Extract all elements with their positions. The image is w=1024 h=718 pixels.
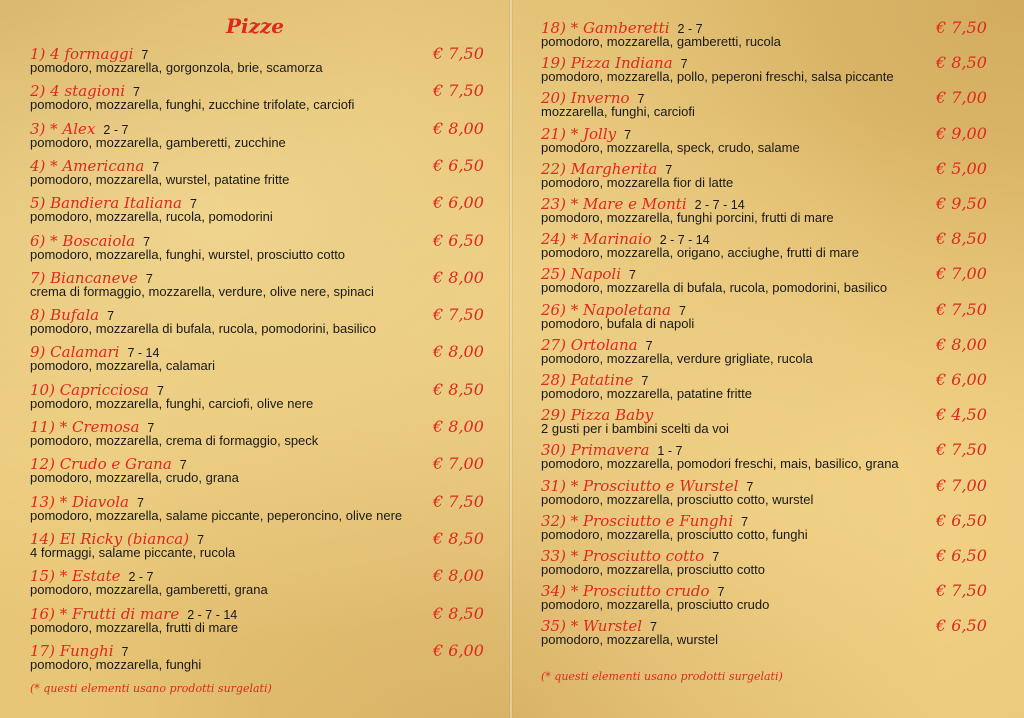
pizza-name-text: 21) * Jolly <box>541 124 617 143</box>
allergen-codes: 7 <box>712 550 720 564</box>
allergen-codes: 2 - 7 <box>128 570 154 585</box>
menu-item <box>512 441 1024 475</box>
menu-item <box>512 512 1024 546</box>
pizza-name-text: 34) * Prosciutto crudo <box>541 582 710 601</box>
pizza-ingredients: pomodoro, mozzarella, pollo, peperoni freschi, salsa piccante <box>541 69 894 85</box>
menu-item <box>512 371 1024 405</box>
menu-item <box>0 157 510 191</box>
pizza-price: € 7,50 <box>936 18 987 37</box>
allergen-codes: 7 <box>145 271 153 286</box>
pizza-ingredients: pomodoro, mozzarella, funghi, wurstel, prosciutto cotto <box>30 246 346 262</box>
allergen-codes: 7 <box>156 383 164 398</box>
allergen-codes: 7 <box>629 268 636 283</box>
pizza-ingredients: pomodoro, mozzarella, verdure grigliate, rucola <box>541 350 813 366</box>
pizza-price: € 8,50 <box>936 229 987 249</box>
pizza-price: € 6,00 <box>433 640 484 660</box>
pizza-name-text: 32) * Prosciutto e Funghi <box>541 511 734 530</box>
menu-item <box>0 642 510 676</box>
pizza-price: € 8,00 <box>433 566 484 586</box>
pizza-ingredients: pomodoro, mozzarella, origano, acciughe, frutti di mare <box>541 245 859 261</box>
menu-item <box>512 336 1024 370</box>
menu-item <box>512 617 1024 651</box>
pizza-price: € 6,50 <box>936 510 987 530</box>
menu-item <box>512 89 1024 123</box>
pizza-name-text: 18) * Gamberetti <box>541 19 670 37</box>
pizza-price: € 9,00 <box>936 123 987 143</box>
pizza-price: € 6,50 <box>936 616 987 636</box>
menu-item <box>512 547 1024 581</box>
pizza-ingredients: pomodoro, mozzarella fior di latte <box>541 174 734 190</box>
allergen-codes: 7 <box>133 85 140 100</box>
menu-page-right <box>512 0 1024 718</box>
menu-item <box>512 582 1024 616</box>
allergen-codes: 7 <box>107 309 115 324</box>
pizza-price: € 8,00 <box>433 342 484 362</box>
menu-item <box>0 418 510 452</box>
pizza-name-text: 12) Crudo e Grana <box>30 455 172 474</box>
allergen-codes: 7 <box>650 620 657 635</box>
pizza-ingredients: pomodoro, mozzarella, prosciutto cotto, funghi <box>541 526 808 542</box>
pizza-price: € 7,50 <box>936 581 987 601</box>
pizza-price: € 8,50 <box>433 379 484 399</box>
pizza-price: € 4,50 <box>936 405 987 425</box>
menu-item <box>0 306 510 340</box>
pizza-name-text: 31) * Prosciutto e Wurstel <box>541 476 739 495</box>
pizza-name-text: 13) * Diavola <box>30 492 129 511</box>
pizza-price: € 8,50 <box>433 603 484 623</box>
pizza-name-text: 4) * Americana <box>30 156 145 175</box>
pizza-name-text: 20) Inverno <box>541 89 630 108</box>
allergen-codes: 7 <box>641 374 649 388</box>
pizza-name-text: 9) Calamari <box>30 343 120 362</box>
pizza-name-text: 33) * Prosciutto cotto <box>541 547 705 565</box>
allergen-codes: 7 <box>197 532 205 547</box>
pizza-ingredients: pomodoro, mozzarella, crema di formaggio, speck <box>30 433 319 448</box>
pizza-name-text: 26) * Napoletana <box>541 300 671 319</box>
allergen-codes: 7 <box>179 458 187 473</box>
pizza-ingredients: pomodoro, mozzarella, frutti di mare <box>30 619 239 635</box>
pizza-name-text: 7) Biancaneve <box>30 268 138 287</box>
menu-item <box>0 269 510 303</box>
pizza-name-text: 27) Ortolana <box>541 335 638 354</box>
pizza-price: € 6,50 <box>433 230 484 250</box>
pizza-ingredients: pomodoro, mozzarella, calamari <box>30 358 215 374</box>
allergen-codes: 2 - 7 - 14 <box>187 607 238 622</box>
menu-item <box>512 477 1024 511</box>
pizza-name-text: 28) Patatine <box>541 371 634 389</box>
pizza-name-text: 2) 4 stagioni <box>30 82 126 101</box>
pizza-price: € 7,50 <box>936 299 987 319</box>
pizza-ingredients: pomodoro, mozzarella, gamberetti, rucola <box>541 34 781 49</box>
pizza-ingredients: pomodoro, mozzarella, funghi porcini, frutti di mare <box>541 210 834 225</box>
pizza-price: € 5,00 <box>936 158 987 178</box>
pizza-price: € 7,50 <box>936 440 987 460</box>
pizza-name-text: 3) * Alex <box>30 119 96 138</box>
allergen-codes: 7 <box>147 421 155 435</box>
pizza-price: € 7,00 <box>936 88 987 108</box>
pizza-name-text: 16) * Frutti di mare <box>30 604 180 623</box>
pizza-name-text: 22) Margherita <box>541 159 658 178</box>
pizza-ingredients: pomodoro, mozzarella, prosciutto cotto, wurstel <box>541 491 814 507</box>
menu-item <box>0 45 510 79</box>
menu-title: Pizze <box>225 14 285 38</box>
pizza-price: € 9,50 <box>936 194 987 213</box>
menu-item <box>512 19 1024 53</box>
pizza-price: € 7,00 <box>433 454 484 474</box>
pizza-name-text: 19) Pizza Indiana <box>541 54 673 73</box>
pizza-name-text: 6) * Boscaiola <box>30 231 136 250</box>
pizza-name-text: 24) * Marinaio <box>541 230 652 249</box>
menu-item <box>0 530 510 564</box>
menu-item <box>0 82 510 116</box>
pizza-ingredients: pomodoro, mozzarella di bufala, rucola, pomodorini, basilico <box>30 321 377 337</box>
allergen-codes: 7 <box>645 338 653 353</box>
pizza-ingredients: pomodoro, mozzarella, prosciutto crudo <box>541 597 770 613</box>
pizza-ingredients: pomodoro, mozzarella, rucola, pomodorini <box>30 209 273 225</box>
menu-item <box>512 301 1024 335</box>
pizza-ingredients: pomodoro, mozzarella, funghi, carciofi, olive nere <box>30 395 314 411</box>
pizza-name-text: 5) Bandiera Italiana <box>30 194 182 213</box>
pizza-name-text: 23) * Mare e Monti <box>541 195 687 213</box>
allergen-codes: 2 - 7 <box>677 22 703 36</box>
pizza-ingredients: 4 formaggi, salame piccante, rucola <box>30 544 236 560</box>
pizza-ingredients: pomodoro, mozzarella, wurstel <box>541 632 719 648</box>
pizza-name-text: 10) Capricciosa <box>30 380 149 399</box>
pizza-price: € 8,00 <box>936 334 987 354</box>
allergen-codes: 7 <box>190 197 197 212</box>
pizza-price: € 8,50 <box>936 53 987 73</box>
pizza-price: € 7,50 <box>433 305 484 325</box>
pizza-name-text: 17) Funghi <box>30 641 114 660</box>
menu-item <box>0 605 510 639</box>
pizza-price: € 8,00 <box>433 267 484 287</box>
menu-item <box>512 406 1024 440</box>
pizza-price: € 6,50 <box>936 546 987 565</box>
menu-item <box>512 160 1024 194</box>
pizza-ingredients: pomodoro, mozzarella, funghi <box>30 656 202 672</box>
allergen-codes: 7 <box>746 479 754 494</box>
allergen-codes: 2 - 7 - 14 <box>659 233 710 248</box>
pizza-name-text: 30) Primavera <box>541 441 650 460</box>
allergen-codes: 7 <box>680 57 688 72</box>
allergen-codes: 7 <box>637 92 645 107</box>
pizza-ingredients: pomodoro, mozzarella, prosciutto cotto <box>541 562 765 577</box>
menu-item <box>0 493 510 527</box>
pizza-ingredients: pomodoro, mozzarella, salame piccante, peperoncino, olive nere <box>30 507 403 523</box>
pizza-name-text: 35) * Wurstel <box>541 617 643 636</box>
allergen-codes: 7 <box>741 514 749 529</box>
pizza-name-text: 15) * Estate <box>30 567 121 586</box>
pizza-price: € 7,50 <box>433 491 484 511</box>
allergen-codes: 7 <box>678 303 686 318</box>
allergen-codes: 7 <box>624 127 632 142</box>
allergen-codes: 7 - 14 <box>127 346 160 361</box>
menu-item <box>0 567 510 601</box>
pizza-price: € 8,00 <box>433 118 484 138</box>
pizza-price: € 6,00 <box>433 193 484 213</box>
pizza-price: € 7,50 <box>433 81 484 101</box>
pizza-price: € 8,50 <box>433 528 484 548</box>
menu-item <box>0 343 510 377</box>
frozen-products-footnote: (* questi elementi usano prodotti surgelati) <box>30 682 272 695</box>
menu-page-left <box>0 0 510 718</box>
pizza-ingredients: pomodoro, bufala di napoli <box>541 315 695 331</box>
menu-item <box>0 232 510 266</box>
allergen-codes: 7 <box>137 495 144 510</box>
menu-item <box>0 120 510 154</box>
menu-item <box>0 381 510 415</box>
pizza-ingredients: pomodoro, mozzarella, patatine fritte <box>541 386 752 401</box>
allergen-codes: 7 <box>152 159 160 174</box>
pizza-ingredients: pomodoro, mozzarella, pomodori freschi, mais, basilico, grana <box>541 456 899 472</box>
pizza-ingredients: mozzarella, funghi, carciofi <box>541 104 695 120</box>
pizza-price: € 7,00 <box>936 264 987 284</box>
allergen-codes: 7 <box>717 585 725 600</box>
pizza-name-text: 8) Bufala <box>30 306 100 325</box>
pizza-ingredients: pomodoro, mozzarella, speck, crudo, salame <box>541 139 800 155</box>
menu-item <box>512 54 1024 88</box>
pizza-ingredients: pomodoro, mozzarella, gamberetti, zucchine <box>30 134 286 150</box>
pizza-ingredients: pomodoro, mozzarella, gorgonzola, brie, scamorza <box>30 60 323 75</box>
allergen-codes: 7 <box>665 162 673 177</box>
pizza-name-text: 11) * Cremosa <box>30 418 140 436</box>
menu-item <box>0 455 510 489</box>
frozen-products-footnote: (* questi elementi usano prodotti surgelati) <box>541 670 783 683</box>
allergen-codes: 2 - 7 - 14 <box>694 198 745 212</box>
pizza-ingredients: pomodoro, mozzarella, crudo, grana <box>30 470 239 486</box>
pizza-ingredients: pomodoro, mozzarella di bufala, rucola, pomodorini, basilico <box>541 280 888 296</box>
pizza-price: € 6,50 <box>433 155 484 175</box>
menu-item <box>512 265 1024 299</box>
menu-item <box>512 230 1024 264</box>
allergen-codes: 2 - 7 <box>103 122 129 137</box>
pizza-ingredients: 2 gusti per i bambini scelti da voi <box>541 421 729 437</box>
pizza-name-text: 25) Napoli <box>541 265 622 284</box>
pizza-price: € 7,00 <box>936 475 987 495</box>
pizza-price: € 7,50 <box>433 44 484 63</box>
pizza-ingredients: pomodoro, mozzarella, funghi, zucchine trifolate, carciofi <box>30 97 355 113</box>
menu-item <box>512 195 1024 229</box>
pizza-name-text: 14) El Ricky (bianca) <box>30 529 190 548</box>
pizza-price: € 6,00 <box>936 370 987 389</box>
pizza-name-text: 29) Pizza Baby <box>541 406 654 425</box>
menu-item <box>0 194 510 228</box>
pizza-price: € 8,00 <box>433 417 484 436</box>
pizza-name-text: 1) 4 formaggi <box>30 45 134 63</box>
menu-item <box>512 125 1024 159</box>
pizza-ingredients: pomodoro, mozzarella, wurstel, patatine fritte <box>30 171 290 187</box>
pizza-ingredients: pomodoro, mozzarella, gamberetti, grana <box>30 582 268 598</box>
allergen-codes: 7 <box>121 644 129 659</box>
allergen-codes: 7 <box>143 234 151 249</box>
allergen-codes: 1 - 7 <box>657 444 683 459</box>
allergen-codes: 7 <box>141 48 149 62</box>
pizza-ingredients: crema di formaggio, mozzarella, verdure, olive nere, spinaci <box>30 283 374 299</box>
